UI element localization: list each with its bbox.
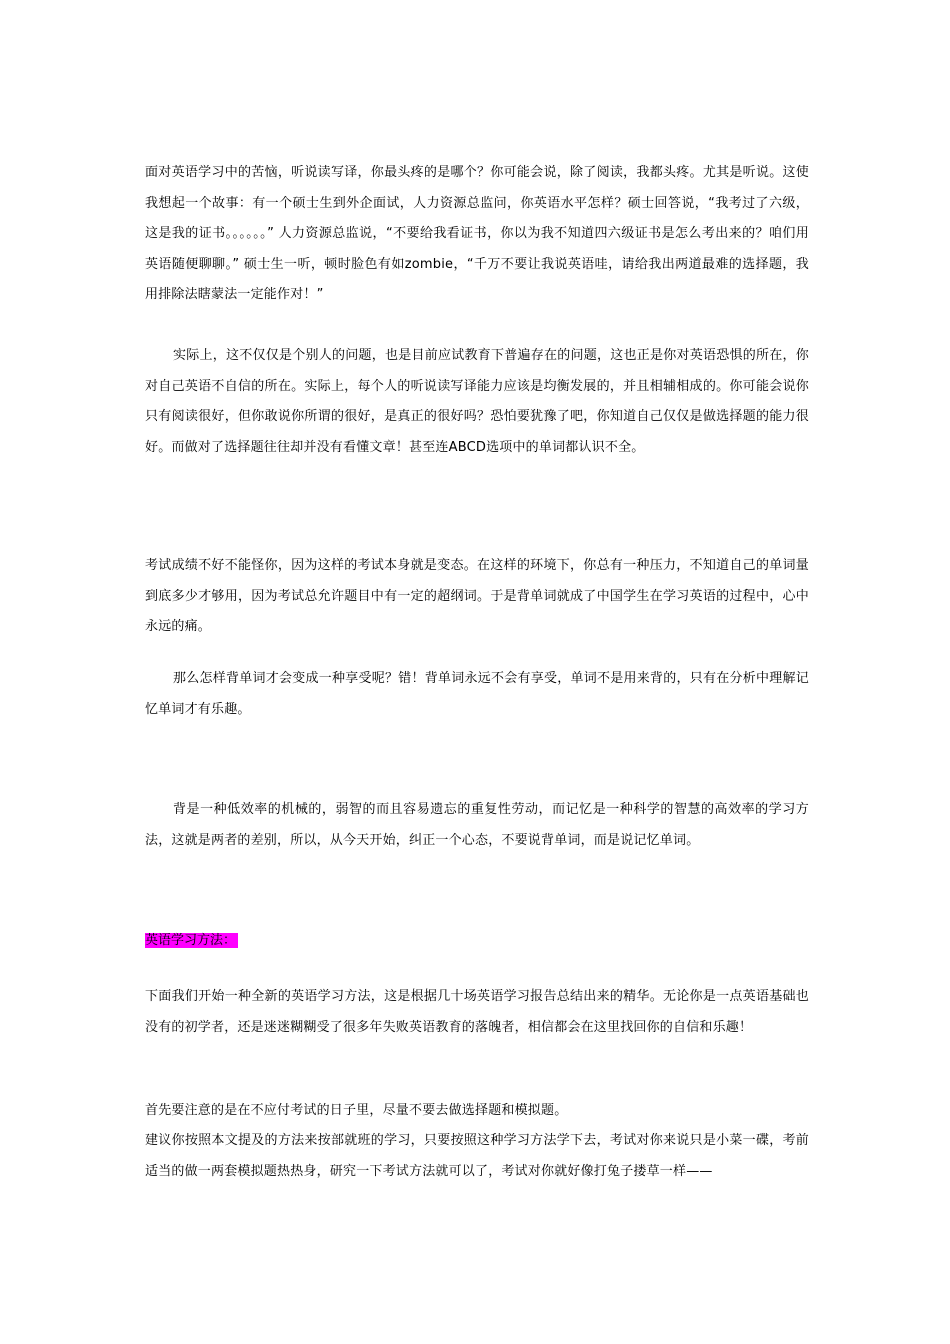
paragraph-new-method: 下面我们开始一种全新的英语学习方法，这是根据几十场英语学习报告总结出来的精华。无论你是一点英语基础也没有的初学者，还是迷迷糊糊受了很多年失败英语教育的落魄者，相信都会在这里找回你的自信和乐趣！ <box>145 989 809 1035</box>
paragraph-exam-scores: 考试成绩不好不能怪你，因为这样的考试本身就是变态。在这样的环境下，你总有一种压力，不知道自己的单词量到底多少才够用，因为考试总允许题目中有一定的超纲词。于是背单词就成了中国学生在学习英语的过程中，心中永远的痛。 <box>145 558 809 634</box>
paragraph-memorize-question: 那么怎样背单词才会变成一种享受呢？错！背单词永远不会有享受，单词不是用来背的，只有在分析中理解记忆单词才有乐趣。 <box>145 671 809 717</box>
paragraph-suggestion: 建议你按照本文提及的方法来按部就班的学习，只要按照这种学习方法学下去，考试对你来说只是小菜一碟，考前适当的做一两套模拟题热热身，研究一下考试方法就可以了，考试对你就好像打兔子搂草一样—— <box>145 1133 809 1179</box>
paragraph-memorize-vs-recite: 背是一种低效率的机械的，弱智的而且容易遗忘的重复性劳动，而记忆是一种科学的智慧的高效率的学习方法，这就是两者的差别，所以，从今天开始，纠正一个心态，不要说背单词，而是说记忆单词。 <box>145 802 809 848</box>
paragraph-story: 面对英语学习中的苦恼，听说读写译，你最头疼的是哪个？你可能会说，除了阅读，我都头疼。尤其是听说。这使我想起一个故事：有一个硕士生到外企面试，人力资源总监问，你英语水平怎样？硕士回答说，“我考过了六级，这是我的证书。。。。。。” 人力资源总监说，“不要给我看证书，你以为我不知道四六级证书是怎么考出来的？咱们用英语随便聊聊。” 硕士生一听，顿时脸色有如zombie，“千万不要让我说英语哇，请给我出两道最难的选择题，我用排除法瞎蒙法一定能作对！” <box>145 165 809 302</box>
section-heading <box>145 932 238 950</box>
highlighted-heading-text: 英语学习方法： <box>145 933 237 948</box>
paragraph-exam-problem: 实际上，这不仅仅是个别人的问题，也是目前应试教育下普遍存在的问题，这也正是你对英语恐惧的所在，你对自己英语不自信的所在。实际上，每个人的听说读写译能力应该是均衡发展的，并且相辅相成的。你可能会说你只有阅读很好，但你敢说你所谓的很好，是真正的很好吗？恐怕要犹豫了吧，你知道自己仅仅是做选择题的能力很好。而做对了选择题往往却并没有看懂文章！甚至连ABCD选项中的单词都认识不全。 <box>145 348 809 455</box>
paragraph-notice: 首先要注意的是在不应付考试的日子里，尽量不要去做选择题和模拟题。 <box>145 1103 568 1118</box>
